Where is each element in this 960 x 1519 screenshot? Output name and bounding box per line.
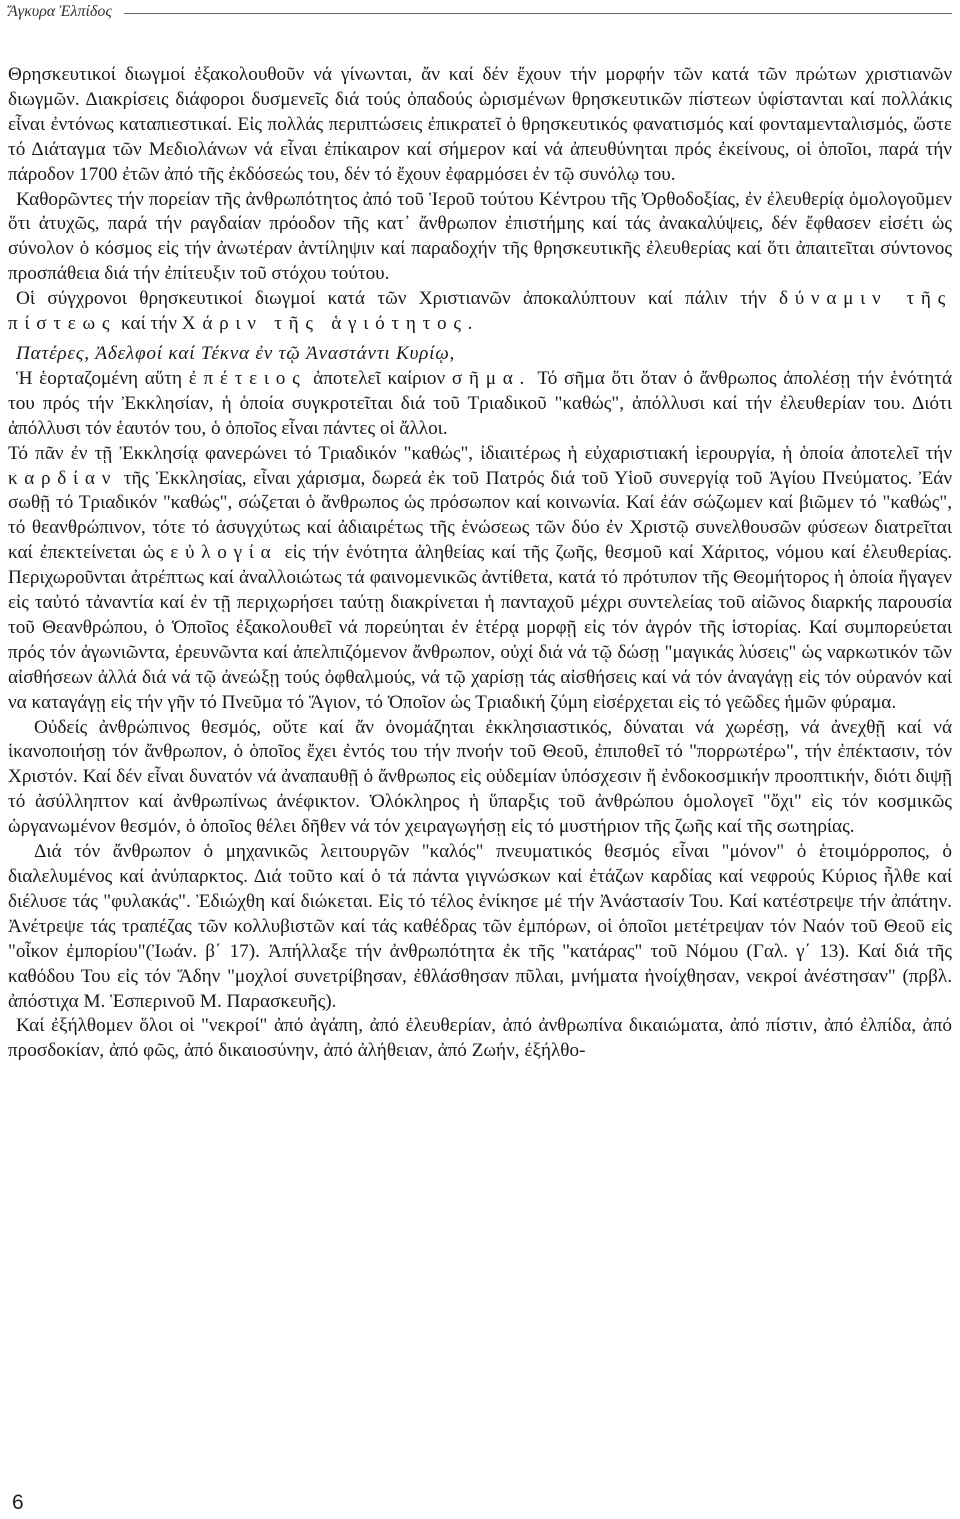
- paragraph-4-c: Τό σῆμα ὅτι ὅταν ὁ ἄνθρωπος ἀπολέσῃ τήν ἑνότητά του πρός τήν Ἐκκλησίαν, ἡ ὁποία συγκροτεῖται διά τοῦ Τριαδικοῦ "καθώς", ἀπόλλυσι καί τήν ἐλευθερίαν του. Διότι ἀπόλλυσι τόν ἑαυτόν του, ὁ ὁποῖος εἶναι πάντες οἱ ἄλλοι.: [8, 367, 953, 439]
- paragraph-4: [8, 367, 952, 442]
- paragraph-1: Θρησκευτικοί διωγμοί ἐξακολουθοῦν νά γίνωνται, ἄν καί δέν ἔχουν τήν μορφήν τῶν κατά τῶν πρώτων χριστιανῶν διωγμῶν. Διακρίσεις διάφοροι δυσμενεῖς διά τούς ὀπαδούς ὡρισμένων θρησκευτικῶν πίστεων ὑφίστανται καί πολλάκις εἶναι ἐντόνως καταπιεστικαί. Εἰς πολλάς περιπτώσεις ἐπικρατεῖ ὁ θρησκευτικός φανατισμός καί φονταμενταλισμός, ὥστε τό Διάταγμα τῶν Μεδιολάνων νά εἶναι ἐπίκαιρον καί σήμερον καί νά ἀπευθύνηται πρός ἐκείνους, οἱ ὁποῖοι, παρά τήν πάροδον 1700 ἐτῶν ἀπό τῆς ἐκδόσεώς του, δέν τό ἔχουν ἐφαρμόσει ἐν τῷ συνόλῳ του.: [8, 64, 952, 185]
- paragraph-4-b: ἀποτελεῖ καίριον: [313, 367, 446, 389]
- paragraph-5: [8, 442, 952, 716]
- emphasis-eulogia: εὐλογία: [170, 542, 278, 564]
- emphasis-dynamin: δύναμιν τῆς πίστεως: [8, 288, 952, 335]
- header-rule: [124, 13, 952, 14]
- paragraph-5-a: Τό πᾶν ἐν τῇ Ἐκκλησίᾳ φανερώνει τό Τριαδικόν "καθώς", ἰδιαιτέρως ἡ εὐχαριστιακή ἱερουργία, ἡ ὁποία ἀποτελεῖ τήν: [8, 442, 952, 464]
- paragraph-5-b: τῆς Ἐκκλησίας, εἶναι χάρισμα, δωρεά ἐκ τοῦ Πατρός διά τοῦ Υἱοῦ συνεργίᾳ τοῦ Ἁγίου Πνεύματος. Ἐάν σωθῇ τό Τριαδικόν "καθώς", σώζεται ὁ ἄνθρωπος ὡς πρόσωπον καί κοινωνία. Καί ἐάν σώζωμεν καί βιῶμεν τό "καθώς", τό θεανθρώπινον, τότε τό ἀσυγχύτως καί ἀδιαιρέτως τῆς ἑνώσεως τῶν δύο ἐν Χριστῷ συνελθουσῶν φύσεων διατρεῖται καί ἐπεκτείνεται ὡς: [8, 467, 952, 564]
- page-number: 6: [12, 1491, 24, 1514]
- paragraph-4-a: Ἡ ἑορταζομένη αὕτη: [16, 367, 183, 389]
- paragraph-5-c: εἰς τήν ἑνότητα ἀληθείας καί τῆς ζωῆς, θεσμοῦ καί Χάριτος, νόμου καί ἐλευθερίας. Περιχωροῦνται ἀτρέπτως καί ἀναλλοιώτως τά φαινομενικῶς ἀντίθετα, κατά τό πρότυπον τῆς Θεομήτορος ἡ ὁποία ἤγαγεν εἰς ταὐτό τἀναντία καί ἐν τῇ περιχωρήσει ταύτῃ διακρίνεται ἡ πανταχοῦ μέχρι συντελείας τοῦ αἰῶνος διαρκής παρουσία τοῦ Θεανθρώπου, ὁ Ὁποῖος ἐξακολουθεῖ νά πορεύηται ἐν ἑτέρᾳ μορφῇ εἰς τόν ἀγρόν τῆς ἱστορίας. Καί συμπορεύεται πρός τόν ἀγωνιῶντα, ἐρευνῶντα καί ἀπελπιζόμενον ἄνθρωπον, οὐχί διά νά τῷ δώσῃ "μαγικάς λύσεις" ὡς ναρκωτικόν τῶν αἰσθήσεων ἀλλά διά νά τῷ ἀνεώξῃ τούς ὀφθαλμούς, νά τῷ χαρίσῃ τάς αἰσθήσεις καί νά τόν ἀναγάγῃ εἰς τόν οὐρανόν καί να καταγάγῃ εἰς τήν γῆν τό Πνεῦμα τό Ἅγιον, τό Ὁποῖον ὡς Τριαδική ζύμη εἰσέρχεται εἰς τό γεῶδες ἡμῶν φύραμα.: [8, 542, 953, 713]
- paragraph-7: Διά τόν ἄνθρωπον ὁ μηχανικῶς λειτουργῶν "καλός" πνευματικός θεσμός εἶναι "μόνον" ὁ ἑτοιμόρροπος, ὁ διαλελυμένος καί ἀνύπαρκτος. Διά τοῦτο καί ὁ τά πάντα γιγνώσκων καί ἐτάζων καρδίας καί νεφρούς Κύριος ἦλθε καί διέλυσε τάς "φυλακάς". Ἐδιώχθη καί διώκεται. Εἰς τό τέλος ἐνίκησε μέ τήν Ἀνάστασίν Του. Καί κατέστρεψε τήν ἀπάτην. Ἀνέτρεψε τάς τραπέζας τῶν κολλυβιστῶν καί τάς καθέδρας τῶν ἐμπόρων, οἱ ὁποῖοι μετέτρεψαν τόν Ναόν τοῦ Θεοῦ εἰς "οἶκον ἐμπορίου"(Ἰωάν. β΄ 17). Ἀπήλλαξε τήν ἀνθρωπότητα ἐκ τῆς "κατάρας" τοῦ Νόμου (Γαλ. γ΄ 13). Καί διά τῆς καθόδου Του εἰς τόν Ἅδην "μοχλοί συνετρίβησαν, ἐθλάσθησαν πῦλαι, μνήματα ἠνοίχθησαν, νεκροί ἀνέστησαν" (πρβλ. ἀπόστιχα Μ. Ἑσπερινοῦ Μ. Παρασκευῆς).: [8, 841, 952, 1012]
- body-text: [8, 63, 952, 1064]
- emphasis-epeteios: ἐπέτειος: [188, 367, 307, 389]
- emphasis-sima: σῆμα.: [451, 367, 532, 389]
- emphasis-kardian: καρδίαν: [8, 467, 118, 489]
- running-header: [8, 0, 952, 24]
- paragraph-6: Οὐδείς ἀνθρώπινος θεσμός, οὔτε καί ἄν ὀνομάζηται ἐκκλησιαστικός, δύναται νά χωρέσῃ, νά ἀνεχθῇ καί νά ἱκανοποιήσῃ τόν ἄνθρωπον, ὁ ὁποῖος ἔχει ἐντός του τήν πνοήν τοῦ Θεοῦ, ἐπιποθεῖ τό "πορρωτέρω", τήν ἐπέκτασιν, τόν Χριστόν. Καί δέν εἶναι δυνατόν νά ἀναπαυθῇ ὁ ἄνθρωπος εἰς οὐδεμίαν ὑπόσχεσιν ἤ ἐνδοκοσμικήν προοπτικήν, διότι διψῇ τό ἀσύλληπτον καί ἀνθρωπίνως ἀνέφικτον. Ὁλόκληρος ἡ ὕπαρξις τοῦ ἀνθρώπου ὁμολογεῖ "ὄχι" εἰς τόν κοσμικῶς ὡργανωμένον θεσμόν, ὁ ὁποῖος θέλει δῆθεν νά τόν χειραγωγήσῃ εἰς τό μυστήριον τῆς ζωῆς καί τῆς σωτηρίας.: [8, 716, 952, 838]
- paragraph-3: [8, 287, 952, 337]
- paragraph-3-lead: Οἱ σύγχρονοι θρησκευτικοί διωγμοί κατά τῶν Χριστιανῶν ἀποκαλύπτουν καί πάλιν τήν: [16, 288, 767, 310]
- paragraph-2: Καθορῶντες τήν πορείαν τῆς ἀνθρωπότητος ἀπό τοῦ Ἱεροῦ τούτου Κέντρου τῆς Ὀρθοδοξίας, ἐν ἐλευθερίᾳ ὁμολογοῦμεν ὅτι ἀτυχῶς, παρά τήν ραγδαίαν πρόοδον τῆς κατ᾽ ἄνθρωπον ἐπιστήμης καί τάς ἀνακαλύψεις, δέν ἔφθασεν εἰσέτι ὡς σύνολον ὁ κόσμος εἰς τήν ἀνωτέραν ἀντίληψιν καί παραδοχήν τῆς θρησκευτικῆς ἐλευθερίας καί ὅτι ἀπαιτεῖται σύντονος προσπάθεια διά τήν ἐπίτευξιν τοῦ στόχου τούτου.: [8, 188, 952, 285]
- header-title: Ἄγκυρα Ἐλπίδος: [8, 3, 112, 20]
- paragraph-8: Καί ἐξήλθομεν ὅλοι οἱ "νεκροί" ἀπό ἀγάπη, ἀπό ἐλευθερίαν, ἀπό ἀνθρωπίνα δικαιώματα, ἀπό πίστιν, ἀπό ἐλπίδα, ἀπό προσδοκίαν, ἀπό φῶς, ἀπό δικαιοσύνην, ἀπό ἀλήθειαν, ἀπό Ζωήν, ἐξήλθο-: [8, 1015, 952, 1062]
- paragraph-3-mid: καί τήν: [121, 313, 177, 335]
- emphasis-charin: Χάριν τῆς ἁγιότητος.: [181, 313, 480, 335]
- address-heading: Πατέρες, Ἀδελφοί καί Τέκνα ἐν τῷ Ἀναστάντι Κυρίῳ,: [16, 342, 456, 364]
